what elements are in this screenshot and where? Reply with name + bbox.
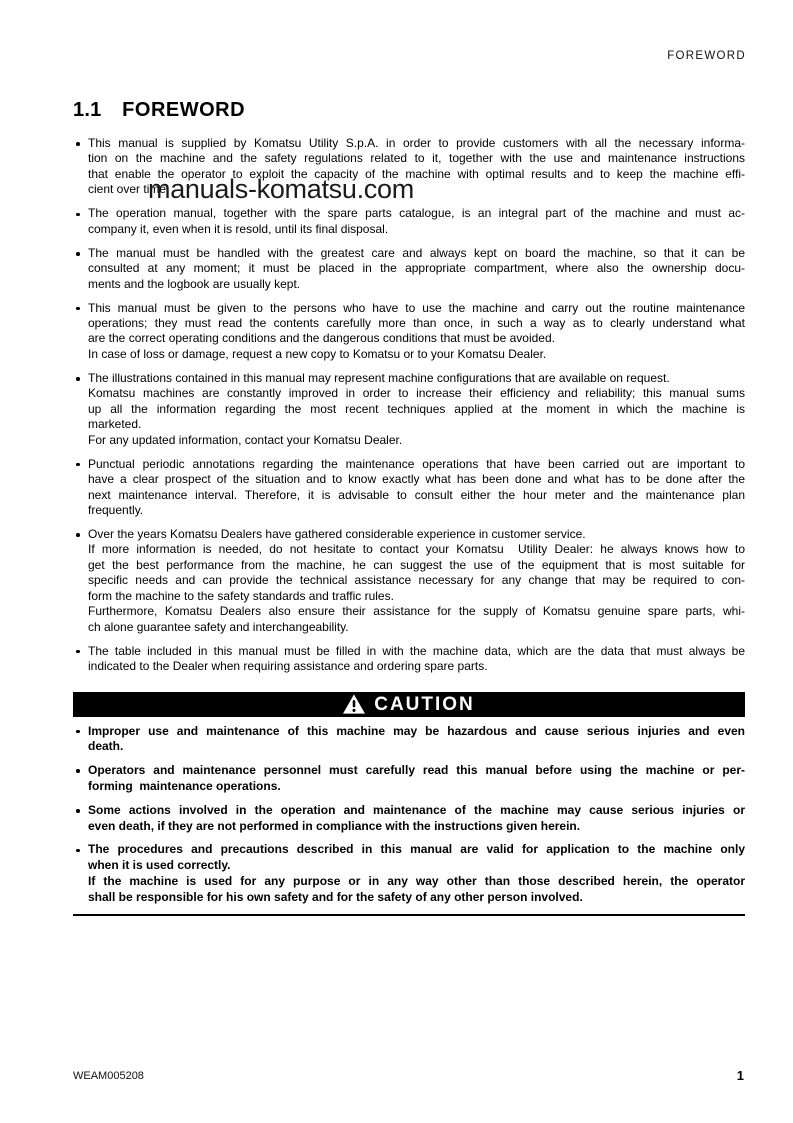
text-line: tion on the machine and the safety regulations related to it, together with the use and maintenance instructions <box>88 151 745 166</box>
bullet-item <box>73 763 745 795</box>
running-header: FOREWORD <box>667 50 746 62</box>
text-line: frequently. <box>88 503 144 518</box>
text-line: The manual must be handled with the greatest care and always kept on board the machine, so that it can be <box>88 245 745 260</box>
text-line: If more information is needed, do not hesitate to contact your Komatsu Utility Dealer: he always knows how to <box>88 542 745 557</box>
text-line: company it, even when it is resold, until its final disposal. <box>88 221 389 236</box>
bullet-item <box>73 301 745 363</box>
text-line: death. <box>88 739 124 754</box>
text-line: operations; they must read the contents carefully more than once, in such a way as to clearly understand what <box>88 316 745 331</box>
caution-label: CAUTION <box>374 693 475 715</box>
bullet-item <box>73 246 745 292</box>
section-number: 1.1 <box>73 99 102 121</box>
foreword-bullet-list <box>73 136 745 675</box>
text-line: specific needs and can provide the technical assistance necessary for any change that may be required to con- <box>88 573 745 588</box>
text-line: even death, if they are not performed in compliance with the instructions given herein. <box>88 818 581 833</box>
bullet-item <box>73 206 745 237</box>
bullet-item <box>73 644 745 675</box>
text-line: up all the information regarding the most recent techniques applied at the moment in which the machine is <box>88 401 745 416</box>
text-line: This manual is supplied by Komatsu Utility S.p.A. in order to provide customers with all the necessary informa- <box>88 136 745 150</box>
text-line: indicated to the Dealer when requiring assistance and ordering spare parts. <box>88 659 488 674</box>
bullet-item <box>73 842 745 905</box>
text-line: Furthermore, Komatsu Dealers also ensure their assistance for the supply of Komatsu genuine spare parts, whi- <box>88 604 745 619</box>
page-number: 1 <box>736 1068 744 1083</box>
text-line: form the machine to the safety standards and traffic rules. <box>88 588 394 603</box>
caution-section-divider <box>73 914 745 916</box>
text-line: Some actions involved in the operation and maintenance of the machine may cause serious injuries or <box>88 802 745 817</box>
text-line: consulted at any moment; it must be placed in the appropriate compartment, where also the ownership docu- <box>88 261 745 276</box>
text-line: The table included in this manual must be filled in with the machine data, which are the data that must always be <box>88 643 745 658</box>
text-line: ch alone guarantee safety and interchangeability. <box>88 619 349 634</box>
text-line: shall be responsible for his own safety and for the safety of any other person involved. <box>88 889 583 904</box>
content-area <box>73 99 745 916</box>
page-title <box>73 99 745 122</box>
text-line: Punctual periodic annotations regarding the maintenance operations that have been carried out are important to <box>88 456 745 471</box>
doc-code: WEAM005208 <box>73 1070 144 1082</box>
text-line: Over the years Komatsu Dealers have gathered considerable experience in customer service. <box>88 526 586 541</box>
text-line: This manual must be given to the persons who have to use the machine and carry out the routine maintenance <box>88 300 745 315</box>
bullet-item <box>73 724 745 756</box>
text-line: when it is used correctly. <box>88 858 231 873</box>
text-line: get the best performance from the machine, he can suggest the use of the equipment that is most suitable for <box>88 557 745 572</box>
section-title: FOREWORD <box>122 99 246 121</box>
watermark-text: manuals-komatsu.com <box>148 174 414 204</box>
caution-banner <box>73 692 745 717</box>
text-line: Improper use and maintenance of this machine may be hazardous and cause serious injuries and even <box>88 723 745 738</box>
text-line: Komatsu machines are constantly improved in order to increase their efficiency and reliability; this manual sums <box>88 386 745 401</box>
text-line: ments and the logbook are usually kept. <box>88 276 301 291</box>
text-line: The procedures and precautions described in this manual are valid for application to the machine only <box>88 842 745 857</box>
text-line: For any updated information, contact your Komatsu Dealer. <box>88 432 403 447</box>
bullet-item <box>73 527 745 635</box>
caution-bullet-list <box>73 724 745 906</box>
text-line: marketed. <box>88 417 142 432</box>
text-line: cient over time. <box>88 182 170 197</box>
text-line: next maintenance interval. Therefore, it is advisable to consult either the hour meter and the maintenance plan <box>88 487 745 502</box>
text-line: are the correct operating conditions and the dangerous conditions that must be avoided. <box>88 331 555 346</box>
text-line: Operators and maintenance personnel must carefully read this manual before using the machine or per- <box>88 763 745 778</box>
text-line: The illustrations contained in this manual may represent machine configurations that are available on request. <box>88 370 670 385</box>
bullet-item <box>73 803 745 835</box>
text-line: forming maintenance operations. <box>88 778 281 793</box>
text-line: that enable the operator to exploit the capacity of the machine with optimal results and to keep the machine effi- <box>88 166 745 181</box>
text-line: In case of loss or damage, request a new copy to Komatsu or to your Komatsu Dealer. <box>88 346 547 361</box>
text-line: The operation manual, together with the spare parts catalogue, is an integral part of the machine and must ac- <box>88 206 745 221</box>
bullet-item <box>73 371 745 448</box>
text-line: have a clear prospect of the situation and to know exactly what has been done and what has to be done after the <box>88 472 745 487</box>
text-line: If the machine is used for any purpose or in any way other than those described herein, the operator <box>88 873 745 888</box>
bullet-item <box>73 457 745 519</box>
warning-triangle-icon <box>343 694 365 714</box>
